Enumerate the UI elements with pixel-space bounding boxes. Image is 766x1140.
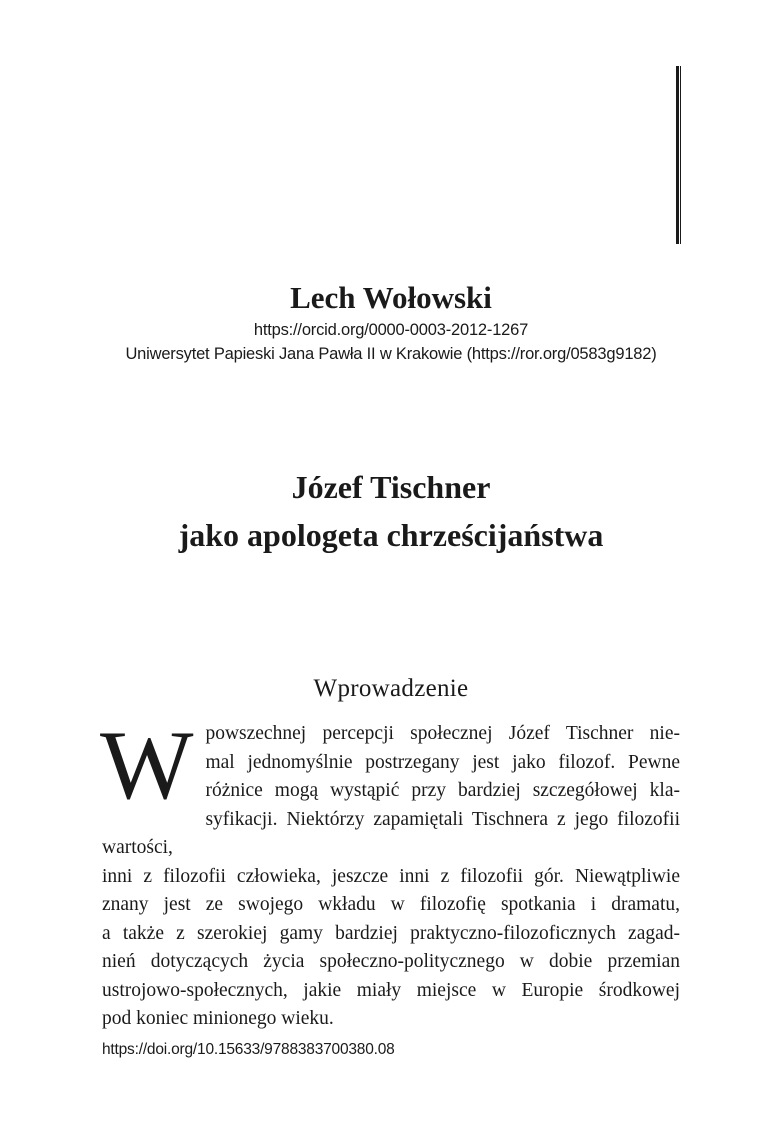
drop-cap: W bbox=[100, 711, 194, 820]
paragraph-line: mal jednomyślnie postrzegany jest jako filozof. Pewne bbox=[205, 751, 680, 773]
paragraph-line: nień dotyczących życia społeczno-politycznego w dobie przemian bbox=[102, 951, 680, 972]
article-title bbox=[0, 463, 766, 559]
edge-bar-marker bbox=[676, 66, 679, 244]
author-name: Lech Wołowski bbox=[290, 280, 492, 315]
paragraph-line: powszechnej percepcji społecznej Józef Tischner nie- bbox=[205, 723, 680, 744]
paragraph-line: a także z szerokiej gamy bardziej praktyczno-filozoficznych zagad- bbox=[102, 922, 680, 944]
paragraph-line: syfikacji. Niektórzy zapamiętali Tischnera z jego filozofii wartości, bbox=[102, 808, 680, 858]
paragraph-line: ustrojowo-społecznych, jakie miały miejsce w Europie środkowej bbox=[102, 979, 680, 1001]
article-title-line-1: Józef Tischner bbox=[291, 469, 491, 505]
paragraph-line: znany jest ze swojego wkładu w filozofię spotkania i dramatu, bbox=[102, 894, 680, 915]
paragraph-line: różnice mogą wystąpić przy bardziej szczegółowej kla- bbox=[205, 780, 680, 801]
section-heading: Wprowadzenie bbox=[313, 675, 469, 702]
author-orcid[interactable]: https://orcid.org/0000-0003-2012-1267 bbox=[253, 321, 529, 339]
paragraph-line: pod koniec minionego wieku. bbox=[102, 1008, 334, 1029]
article-title-line-2: jako apologeta chrześcijaństwa bbox=[178, 517, 604, 553]
paragraph-line: inni z filozofii człowieka, jeszcze inni z filozofii gór. Niewątpliwie bbox=[102, 865, 680, 887]
author-affiliation: Uniwersytet Papieski Jana Pawła II w Krakowie (https://ror.org/0583g9182) bbox=[125, 345, 657, 363]
body-paragraph bbox=[100, 711, 680, 1034]
doi-link[interactable]: https://doi.org/10.15633/9788383700380.08 bbox=[102, 1041, 395, 1058]
